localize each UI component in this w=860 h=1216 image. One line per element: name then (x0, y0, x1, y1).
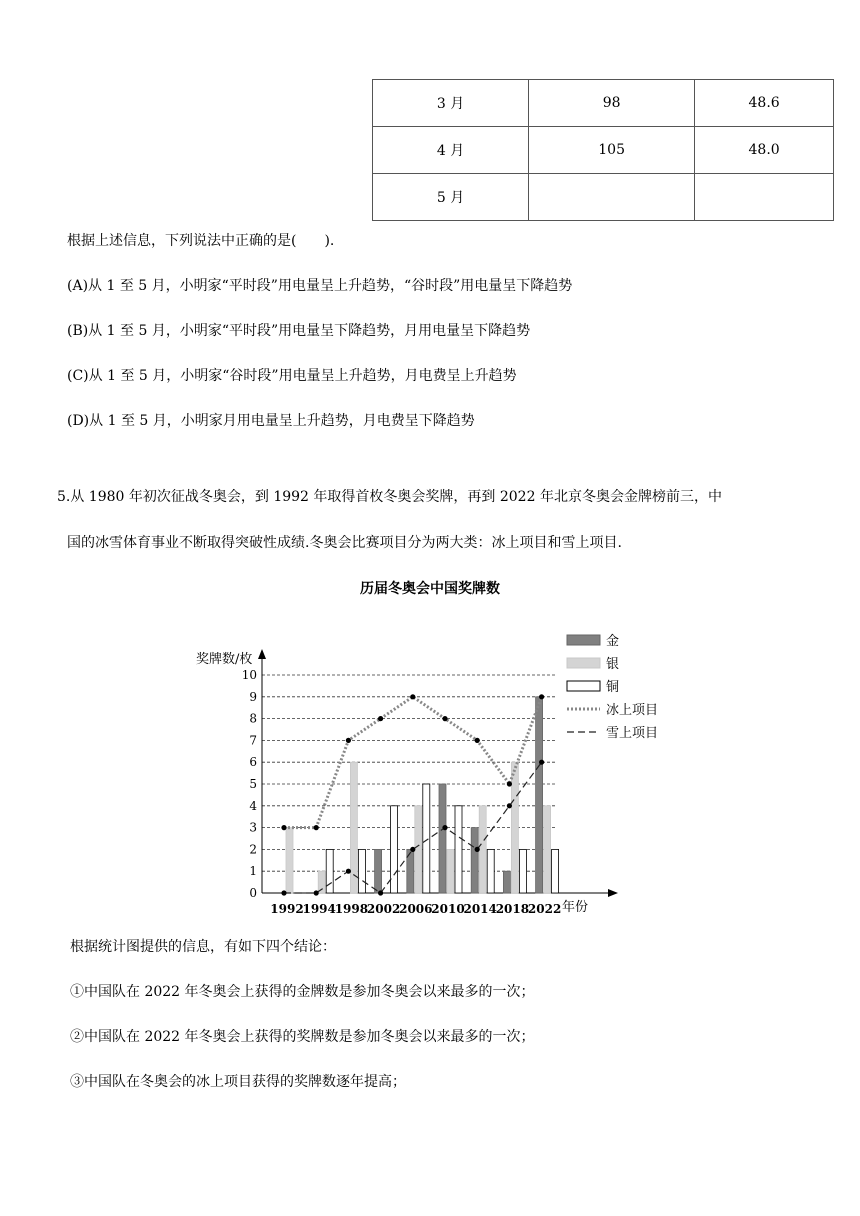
y-tick-label: 10 (241, 668, 257, 682)
point-雪上项目 (507, 803, 512, 808)
x-tick-label: 1992 (270, 902, 304, 916)
point-雪上项目 (281, 890, 286, 895)
point-冰上项目 (442, 716, 447, 721)
bar-金 (439, 784, 446, 893)
x-tick-label: 2006 (399, 902, 433, 916)
legend-label: 银 (606, 657, 620, 672)
x-tick-label: 2022 (527, 902, 562, 916)
bar-银 (286, 828, 293, 893)
legend-swatch (567, 635, 600, 645)
table-cell: 3 月 (373, 80, 529, 127)
q4-option-c: (C)从 1 至 5 月，小明家“谷时段”用电量呈上升趋势，月电费呈上升趋势 (67, 368, 517, 384)
y-tick-label: 7 (249, 733, 257, 748)
conclusion-1: ①中国队在 2022 年冬奥会上获得的金牌数是参加冬奥会以来最多的一次； (70, 984, 535, 1000)
y-axis-arrow (258, 649, 266, 659)
table-row (373, 127, 834, 174)
x-tick-label: 2014 (463, 902, 497, 916)
point-雪上项目 (378, 890, 383, 895)
y-tick-label: 4 (249, 798, 257, 813)
bar-铜 (326, 849, 333, 893)
bar-银 (415, 806, 422, 893)
table-row (373, 174, 834, 221)
q5-text-line2: 国的冰雪体育事业不断取得突破性成绩.冬奥会比赛项目分为两大类：冰上项目和雪上项目. (67, 535, 622, 551)
q4-option-b: (B)从 1 至 5 月，小明家“平时段”用电量呈下降趋势，月用电量呈下降趋势 (67, 323, 531, 339)
y-tick-label: 0 (249, 886, 257, 900)
y-tick-label: 9 (249, 689, 257, 704)
bar-铜 (487, 849, 494, 893)
q5-after-chart: 根据统计图提供的信息，有如下四个结论： (70, 939, 336, 955)
point-雪上项目 (475, 847, 480, 852)
legend-swatch (567, 658, 600, 668)
y-tick-label: 5 (249, 777, 257, 791)
point-冰上项目 (475, 738, 480, 743)
table-row (373, 80, 834, 127)
legend-label: 雪上项目 (606, 726, 659, 741)
bar-金 (503, 871, 510, 893)
point-冰上项目 (281, 825, 286, 830)
point-冰上项目 (507, 781, 512, 786)
y-tick-label: 1 (249, 864, 257, 879)
bar-铜 (423, 784, 430, 893)
chart-title: 历届冬奥会中国奖牌数 (360, 581, 500, 597)
table-cell: 98 (529, 80, 695, 127)
point-雪上项目 (346, 869, 351, 874)
legend-label: 铜 (606, 680, 620, 695)
table-cell: 105 (529, 127, 695, 174)
y-tick-label: 2 (249, 842, 257, 857)
bar-铜 (552, 849, 559, 893)
bar-铜 (358, 849, 365, 893)
point-雪上项目 (314, 890, 319, 895)
q5-text-line1: 5.从 1980 年初次征战冬奥会，到 1992 年取得首枚冬奥会奖牌，再到 2022 年北京冬奥会金牌榜前三，中 (57, 489, 722, 505)
point-冰上项目 (314, 825, 319, 830)
bar-银 (350, 762, 357, 893)
point-冰上项目 (378, 716, 383, 721)
bar-铜 (455, 806, 462, 893)
bar-银 (544, 806, 551, 893)
y-tick-label: 6 (249, 755, 257, 770)
x-tick-label: 2002 (366, 902, 401, 916)
point-冰上项目 (346, 738, 351, 743)
bar-金 (536, 697, 543, 893)
table-cell: 48.6 (695, 80, 834, 127)
table-cell: 5 月 (373, 174, 529, 221)
legend-label: 冰上项目 (606, 703, 659, 718)
legend-label: 金 (606, 634, 620, 649)
legend-swatch (567, 681, 600, 691)
q4-option-a: (A)从 1 至 5 月，小明家“平时段”用电量呈上升趋势，“谷时段”用电量呈下降趋势 (67, 278, 573, 294)
q4-option-d: (D)从 1 至 5 月，小明家月用电量呈上升趋势，月电费呈下降趋势 (67, 413, 475, 429)
bar-银 (511, 762, 518, 893)
table-cell (529, 174, 695, 221)
medal-chart (0, 625, 860, 925)
table-cell: 4 月 (373, 127, 529, 174)
table-cell (695, 174, 834, 221)
bar-铜 (391, 806, 398, 893)
bar-铜 (519, 849, 526, 893)
bar-银 (479, 806, 486, 893)
x-tick-label: 2018 (495, 902, 530, 916)
y-tick-label: 3 (249, 820, 257, 835)
x-tick-label: 2010 (431, 902, 465, 916)
point-雪上项目 (539, 760, 544, 765)
electricity-table (372, 79, 834, 221)
q4-stem: 根据上述信息，下列说法中正确的是( ). (67, 233, 335, 249)
point-冰上项目 (410, 694, 415, 699)
conclusion-3: ③中国队在冬奥会的冰上项目获得的奖牌数逐年提高； (70, 1074, 406, 1090)
y-tick-label: 8 (249, 711, 257, 726)
point-雪上项目 (442, 825, 447, 830)
x-axis-arrow (608, 889, 618, 897)
point-冰上项目 (539, 694, 544, 699)
bar-银 (447, 849, 454, 893)
bar-金 (375, 849, 382, 893)
bar-金 (471, 828, 478, 893)
x-axis-label: 年份 (562, 900, 589, 915)
x-tick-label: 1998 (334, 902, 369, 916)
table-cell: 48.0 (695, 127, 834, 174)
point-雪上项目 (410, 847, 415, 852)
x-tick-label: 1994 (302, 902, 336, 916)
y-axis-label: 奖牌数/枚 (196, 652, 253, 667)
conclusion-2: ②中国队在 2022 年冬奥会上获得的奖牌数是参加冬奥会以来最多的一次； (70, 1029, 535, 1045)
